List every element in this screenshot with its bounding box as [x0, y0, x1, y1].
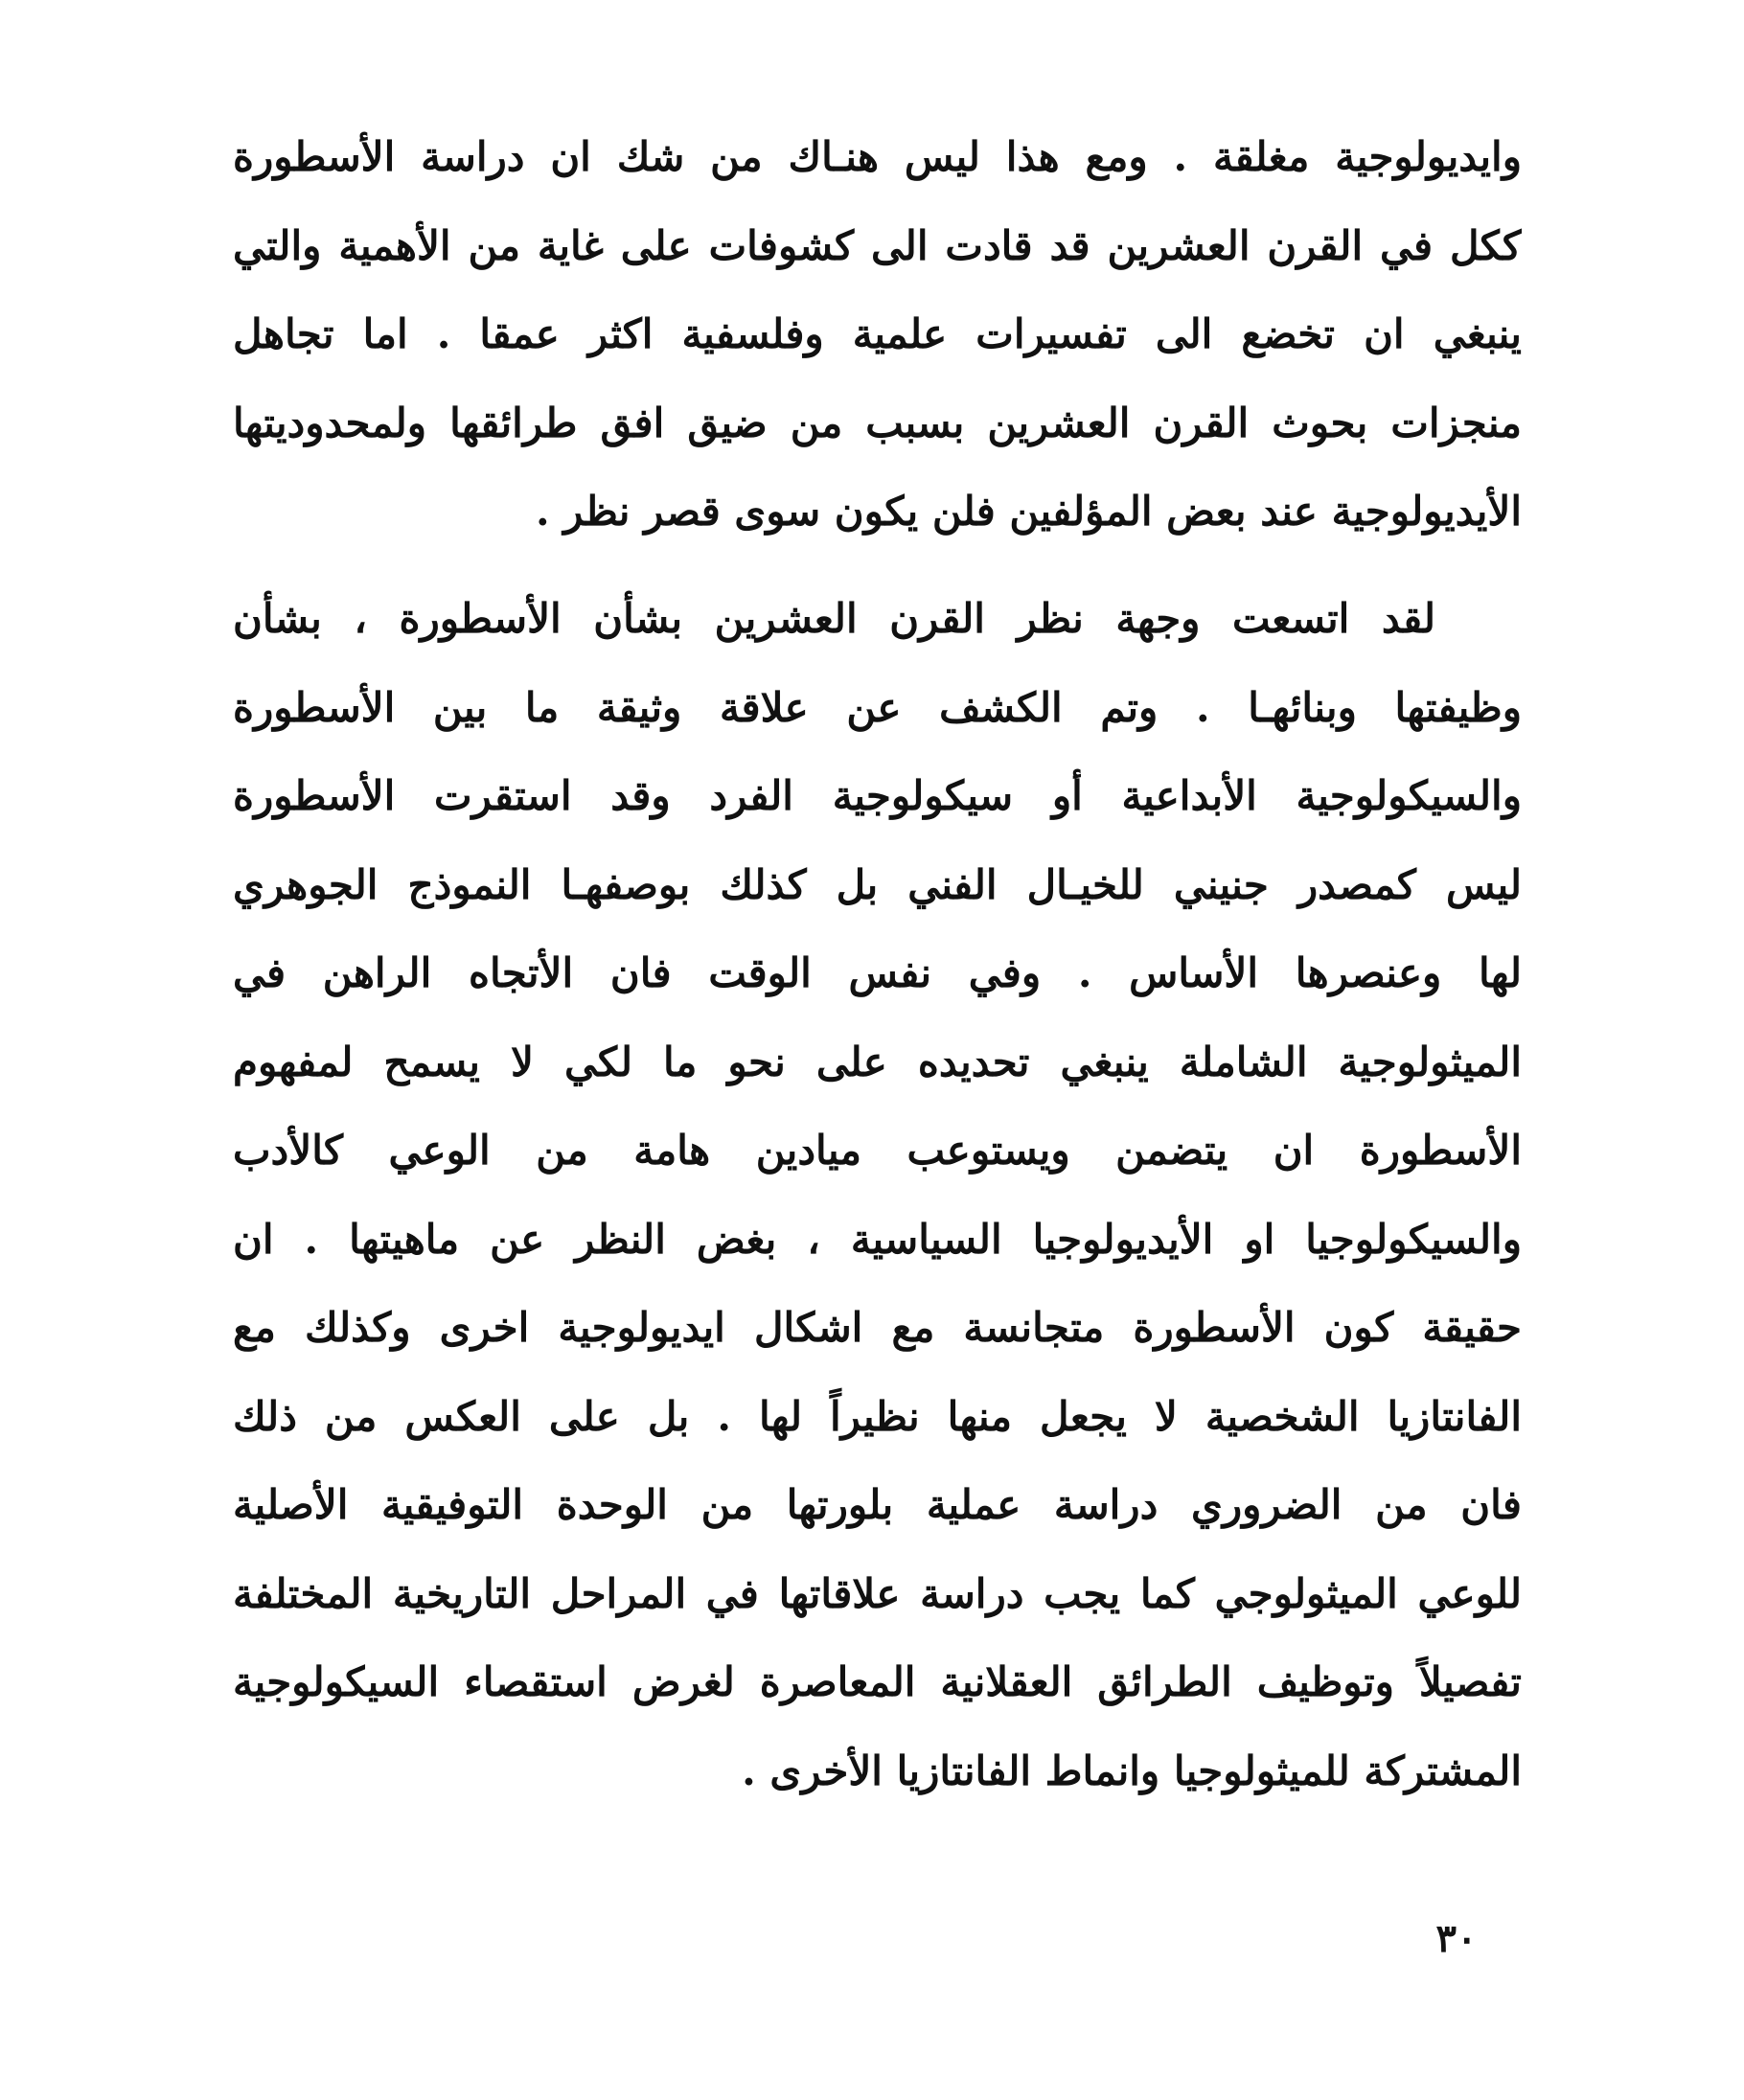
text-line: لها وعنصرها الأساس . وفي نفس الوقت فان الأتجاه الراهن في	[233, 949, 1522, 996]
text-line: وايديولوجية مغلقة . ومع هذا ليس هنـاك من شك ان دراسة الأسطورة	[233, 133, 1522, 180]
text-line: الفانتازيا الشخصية لا يجعل منها نظيراً لها . بل على العكس من ذلك	[233, 1392, 1522, 1440]
paragraph-1	[233, 113, 1522, 557]
text-line: للوعي الميثولوجي كما يجب دراسة علاقاتها في المراحل التاريخية المختلفة	[233, 1569, 1522, 1617]
text-line: ينبغي ان تخضع الى تفسيرات علمية وفلسفية اكثر عمقا . اما تجاهل	[233, 310, 1522, 357]
text-line-indented: لقد اتسعت وجهة نظر القرن العشرين بشأن الأسطورة ، بشأن	[233, 595, 1435, 642]
text-line: حقيقة كون الأسطورة متجانسة مع اشكال ايديولوجية اخرى وكذلك مع	[233, 1304, 1522, 1351]
page-number: ٣٠	[1435, 1916, 1478, 1961]
text-line: منجزات بحوث القرن العشرين بسبب من ضيق افق طرائقها ولمحدوديتها	[233, 399, 1522, 446]
paragraph-2	[233, 575, 1522, 1815]
text-line: فان من الضروري دراسة عملية بلورتها من الوحدة التوفيقية الأصلية	[233, 1481, 1522, 1528]
text-line: الأيديولوجية عند بعض المؤلفين فلن يكون سوى قصر نظر .	[535, 488, 1522, 535]
text-line: المشتركة للميثولوجيا وانماط الفانتازيا الأخرى .	[742, 1746, 1522, 1794]
text-line: والسيكولوجية الأبداعية أو سيكولوجية الفرد وقد استقرت الأسطورة	[233, 772, 1522, 819]
text-line: تفصيلاً وتوظيف الطرائق العقلانية المعاصرة لغرض استقصاء السيكولوجية	[233, 1658, 1522, 1705]
text-line: ككل في القرن العشرين قد قادت الى كشوفات على غاية من الأهمية والتي	[233, 221, 1522, 269]
text-line: الأسطورة ان يتضمن ويستوعب ميادين هامة من الوعي كالأدب	[233, 1127, 1522, 1174]
text-line: ليس كمصدر جنيني للخيـال الفني بل كذلك بوصفهـا النموذج الجوهري	[233, 860, 1522, 908]
text-line: والسيكولوجيا او الأيديولوجيا السياسية ، بغض النظر عن ماهيتها . ان	[233, 1215, 1522, 1263]
text-line: وظيفتها وبنائهـا . وتم الكشف عن علاقة وثيقة ما بين الأسطورة	[233, 683, 1522, 731]
text-line: الميثولوجية الشاملة ينبغي تحديده على نحو ما لكي لا يسمح لمفهوم	[233, 1038, 1522, 1085]
